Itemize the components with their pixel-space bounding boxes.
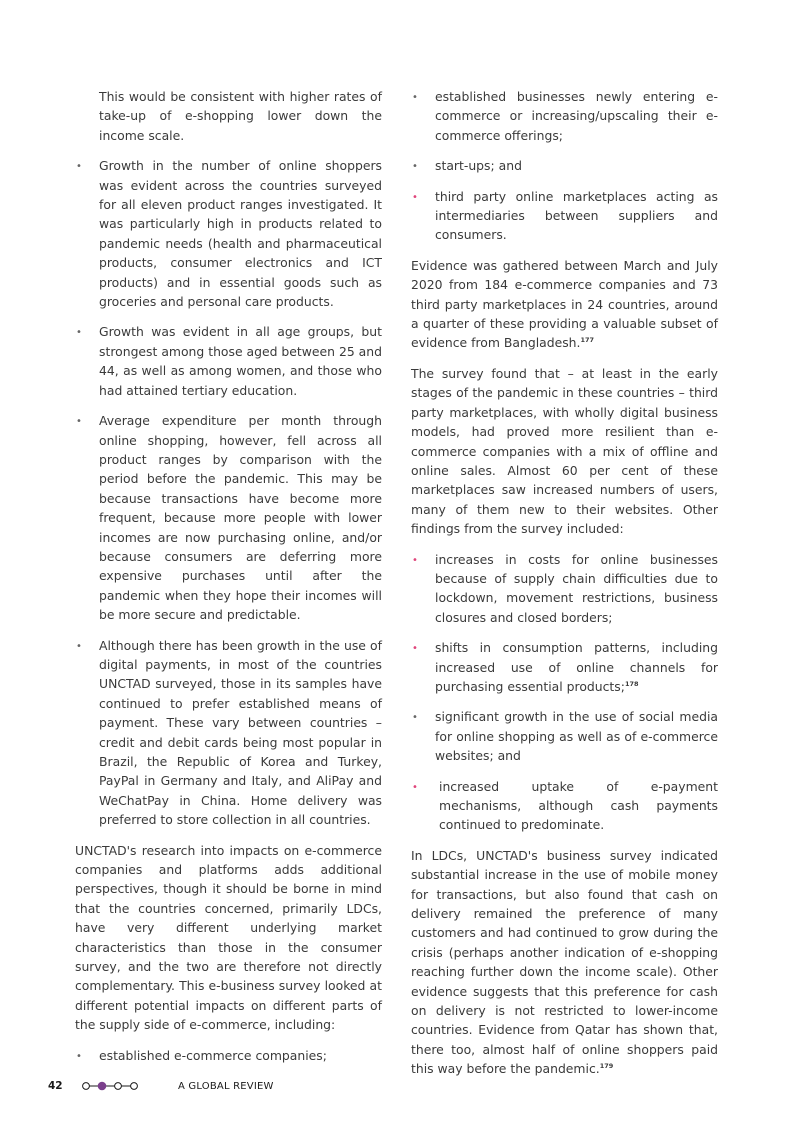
bullet-icon: • (412, 191, 418, 203)
list-item (75, 156, 382, 311)
body-paragraph (411, 846, 718, 1079)
list-item (75, 636, 382, 830)
list-item-text: third party online marketplaces acting as intermediaries between suppliers and consumers. (435, 188, 718, 243)
list-item-text: Growth in the number of online shoppers was evident across the countries surveyed for all eleven product ranges investigated. It was particularly high in products related to pandemic needs (health and pharmaceutical products, consumer electronics and ICT products) and in essential goods such as groceries and personal care products. (99, 158, 382, 310)
list-item (411, 638, 718, 696)
bullet-icon: • (412, 712, 418, 724)
bullet-icon: • (412, 92, 418, 103)
list-item (411, 87, 718, 145)
list-item (411, 777, 718, 835)
list-item (411, 156, 718, 175)
list-item-text: Growth was evident in all age groups, but strongest among those aged between 25 and 44, as well as among women, and those who had attained tertiary education. (99, 324, 382, 398)
bullet-icon: • (76, 327, 82, 339)
section-progress-dots-icon (80, 1079, 178, 1093)
list-item-text-with-footnote (435, 638, 718, 696)
list-item-text: increased uptake of e-payment mechanisms, although cash payments continued to predominate. (439, 778, 718, 833)
list-item-text: Although there has been growth in the use of digital payments, in most of the countries UNCTAD surveyed, those in its samples have continued to prefer established means of payment. These vary between countries – credit and debit cards being most popular in Brazil, the Republic of Korea and Turkey, PayPal in Germany and Italy, and AliPay and WeChatPay in China. Home delivery was preferred to store collection in all countries. (99, 637, 382, 828)
bullet-icon: • (76, 1050, 82, 1062)
bullet-icon: • (76, 416, 82, 428)
list-item (411, 550, 718, 628)
footnote-ref[interactable]: 178 (624, 679, 639, 688)
list-item (411, 187, 718, 245)
body-paragraph: UNCTAD's research into impacts on e-commerce companies and platforms adds additional perspectives, though it should be borne in mind that the countries concerned, primarily LDCs, have very different underlying market characteristics than those in the consumer survey, and the two are therefore not directly complementary. This e-business survey looked at different potential impacts on different parts of the supply side of e-commerce, including: (75, 842, 382, 1033)
bullet-icon: • (412, 161, 418, 173)
bullet-icon: • (412, 554, 418, 566)
footer-title: A GLOBAL REVIEW (178, 1080, 274, 1092)
list-item (75, 322, 382, 400)
list-item-text: established businesses newly entering e-commerce or increasing/upscaling their e-commerce offerings; (435, 89, 718, 143)
intro-continuation: This would be consistent with higher rates of take-up of e-shopping lower down the income scale. (99, 89, 382, 143)
page-footer (48, 1078, 274, 1094)
list-item (75, 1046, 382, 1065)
bullet-icon: • (76, 161, 82, 173)
list-item-text: shifts in consumption patterns, including increased use of online channels for purchasing essential products; (435, 640, 718, 694)
page-number: 42 (48, 1080, 63, 1092)
bullet-icon: • (412, 781, 418, 793)
body-paragraph (411, 256, 718, 353)
bullet-icon: • (412, 643, 418, 655)
left-column (75, 87, 382, 1076)
bullet-icon: • (76, 640, 82, 652)
list-item-text: start-ups; and (435, 158, 522, 174)
list-item (411, 707, 718, 765)
list-item (75, 411, 382, 624)
list-item-text: Average expenditure per month through online shopping, however, fell across all product ranges by comparison with the period before the pandemic. This may be because transactions have become more frequent, because more people with lower incomes are now purchasing online, and/or because consumers are deferring more expensive purchases until after the pandemic when they hope their incomes will be more secure and predictable. (99, 413, 382, 623)
list-item-text: established e-commerce companies; (99, 1047, 327, 1063)
body-paragraph: The survey found that – at least in the early stages of the pandemic in these countries – third party marketplaces, with wholly digital business models, had proved more resilient than e-commerce companies with a mix of offline and online sales. Almost 60 per cent of these marketplaces saw increased numbers of users, many of them new to their websites. Other findings from the survey included: (411, 365, 718, 537)
paragraph-text: Evidence was gathered between March and July 2020 from 184 e-commerce companies and 73 third party marketplaces in 24 countries, around a quarter of these providing a valuable subset of evidence from Bangladesh. (411, 257, 718, 351)
list-item-text: significant growth in the use of social media for online shopping as well as of e-commerce websites; and (435, 709, 718, 764)
footnote-ref[interactable]: 177 (580, 336, 595, 345)
right-column (411, 87, 718, 1090)
list-item-text: increases in costs for online businesses because of supply chain difficulties due to lockdown, movement restrictions, business closures and closed borders; (435, 551, 718, 625)
paragraph-text: In LDCs, UNCTAD's business survey indicated substantial increase in the use of mobile money for transactions, but also found that cash on delivery remained the preference of many customers and had continued to grow during the crisis (perhaps another indication of e-shopping reaching further down the income scale). Other evidence suggests that this preference for cash on delivery is not restricted to lower-income countries. Evidence from Qatar has shown that, there too, almost half of online shoppers paid this way before the pandemic. (411, 847, 718, 1077)
footnote-ref[interactable]: 179 (599, 1062, 614, 1071)
